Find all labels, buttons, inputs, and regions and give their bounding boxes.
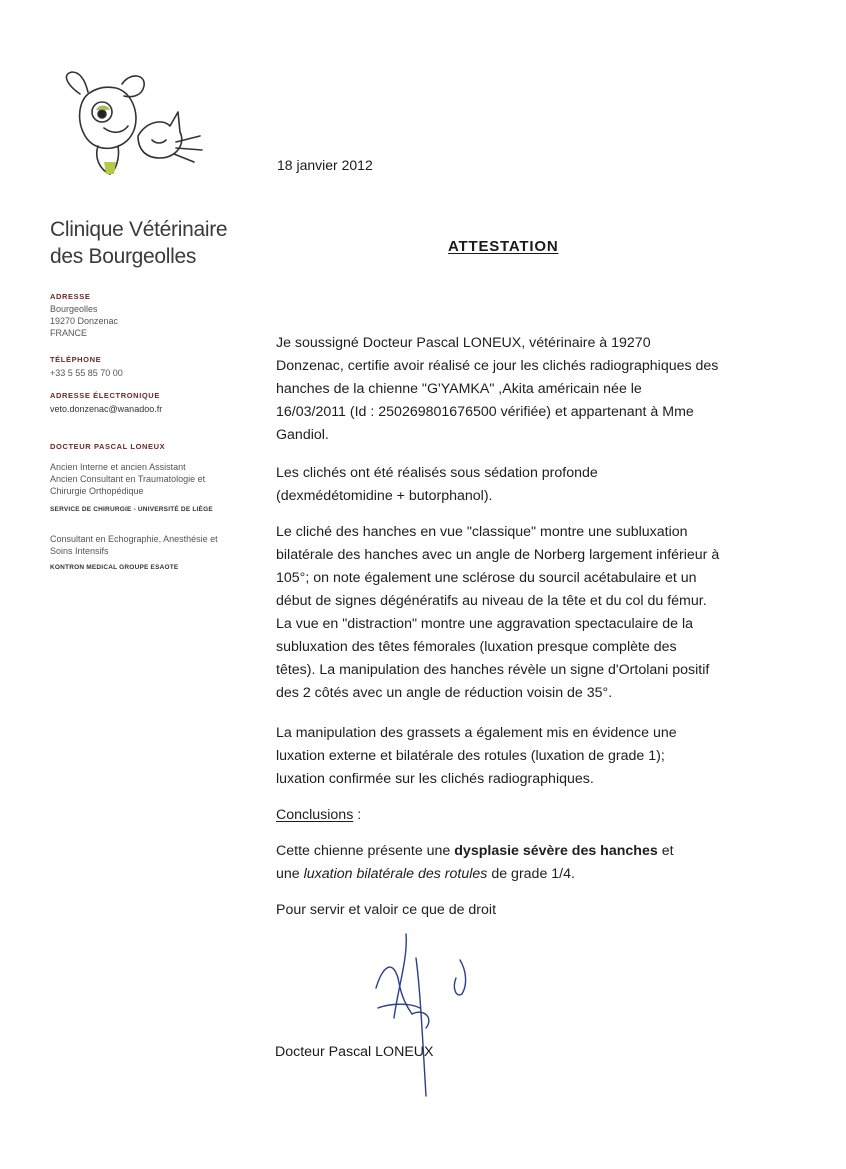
text-run: de grade 1/4. (487, 866, 575, 882)
diagnosis-bold: dysplasie sévère des hanches (454, 843, 658, 859)
address-line: Bourgeolles (50, 304, 98, 314)
text-line: des 2 côtés avec un angle de réduction voisin de 35°. (276, 685, 613, 701)
doctor-service: SERVICE DE CHIRURGIE - UNIVERSITÉ DE LIÈGE (50, 506, 213, 513)
text-line: (dexmédétomidine + butorphanol). (276, 488, 493, 504)
phone-label: TÉLÉPHONE (50, 355, 102, 364)
consultant-company: KONTRON MEDICAL GROUPE ESAOTE (50, 564, 179, 571)
clinic-name-line-2: des Bourgeolles (50, 245, 197, 268)
text-run: et (657, 843, 674, 859)
doctor-label: DOCTEUR PASCAL LONEUX (50, 442, 166, 451)
text-line: subluxation des têtes fémorales (luxation presque complète des (276, 639, 677, 655)
text-line: Le cliché des hanches en vue "classique" montre une subluxation (276, 524, 688, 540)
address-block (50, 303, 118, 339)
conclusions-colon: : (353, 807, 362, 823)
conclusions-label: Conclusions (276, 807, 354, 823)
text-line: Gandiol. (276, 427, 329, 443)
clinic-logo-dog-cat (58, 66, 208, 190)
phone-number: +33 5 55 85 70 00 (50, 368, 123, 378)
text-line: bilatérale des hanches avec un angle de Norberg largement inférieur à (276, 547, 720, 563)
text-line: luxation confirmée sur les clichés radiographiques. (276, 771, 594, 787)
doctor-credentials (50, 461, 205, 497)
text-line: hanches de la chienne "G'YAMKA" ,Akita américain née le (276, 381, 642, 397)
text-line: luxation externe et bilatérale des rotules (luxation de grade 1); (276, 748, 665, 764)
consultant-line: Consultant en Echographie, Anesthésie et (50, 534, 218, 544)
clinic-name-line-1: Clinique Vétérinaire (50, 218, 228, 241)
text-line: têtes). La manipulation des hanches révèle un signe d'Ortolani positif (276, 662, 710, 678)
consultant-line: Soins Intensifs (50, 546, 109, 556)
clinic-name (50, 216, 227, 270)
text-run: Cette chienne présente une (276, 843, 455, 859)
closing-formula (276, 899, 776, 922)
paragraph-conclusion (276, 840, 776, 886)
text-line: Donzenac, certifie avoir réalisé ce jour les clichés radiographiques des (276, 358, 719, 374)
text-line: La manipulation des grassets a également mis en évidence une (276, 725, 677, 741)
email-address: veto.donzenac@wanadoo.fr (50, 404, 163, 414)
text-line: 105°; on note également une sclérose du sourcil acétabulaire et un (276, 570, 697, 586)
credential-line: Chirurgie Orthopédique (50, 486, 144, 496)
letter-date: 18 janvier 2012 (277, 157, 373, 173)
text-line: Les clichés ont été réalisés sous sédation profonde (276, 465, 598, 481)
text-line: 16/03/2011 (Id : 250269801676500 vérifiée) et appartenant à Mme (276, 404, 694, 420)
handwritten-signature (368, 928, 478, 1103)
credential-line: Ancien Interne et ancien Assistant (50, 462, 186, 472)
letter-title: ATTESTATION (448, 238, 559, 255)
text-line: début de signes dégénératifs au niveau de la tête et du col du fémur. (276, 593, 707, 609)
address-label: ADRESSE (50, 292, 91, 301)
address-line: 19270 Donzenac (50, 316, 119, 326)
diagnosis-italic: luxation bilatérale des rotules (303, 866, 488, 882)
credential-line: Ancien Consultant en Traumatologie et (50, 474, 206, 484)
conclusions-heading (276, 804, 776, 827)
closing-line: Pour servir et valoir ce que de droit (276, 902, 497, 918)
consultant-credentials (50, 533, 218, 557)
text-line: Je soussigné Docteur Pascal LONEUX, vétérinaire à 19270 (276, 335, 651, 351)
paragraph-certification (276, 332, 776, 447)
text-line: La vue en "distraction" montre une aggravation spectaculaire de la (276, 616, 694, 632)
email-label: ADRESSE ÉLECTRONIQUE (50, 391, 160, 400)
paragraph-stifles (276, 722, 776, 791)
signer-name: Docteur Pascal LONEUX (275, 1044, 434, 1060)
text-run: une (276, 866, 304, 882)
address-line: FRANCE (50, 328, 88, 338)
paragraph-sedation (276, 462, 776, 508)
paragraph-findings (276, 521, 776, 705)
